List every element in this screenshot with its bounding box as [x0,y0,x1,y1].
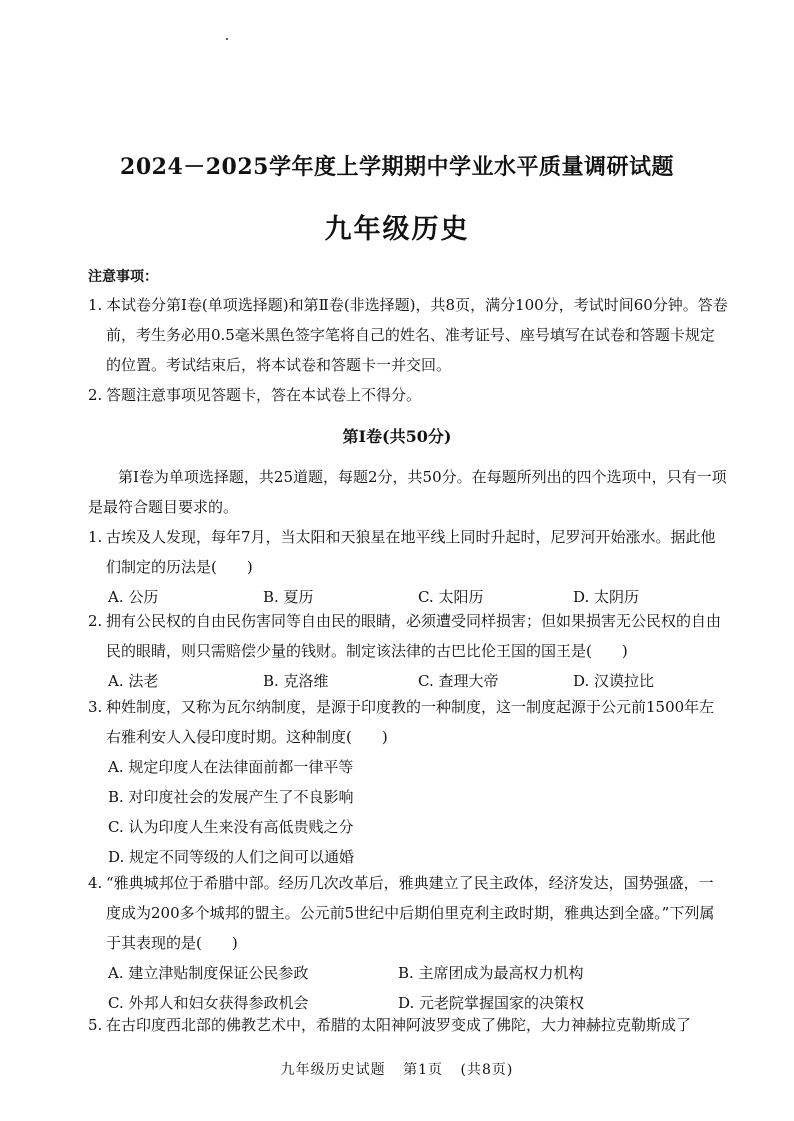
exam-title: 2024－2025学年度上学期期中学业水平质量调研试题 [120,154,674,180]
question-4 [88,868,728,1018]
notice-list [88,290,728,410]
option-d[interactable]: D. 太阴历 [573,588,640,606]
question-stem [88,692,728,752]
footer-page: 第1页 [403,1062,444,1078]
option-a[interactable]: A. 规定印度人在法律面前都一律平等 [108,758,354,776]
question-stem [88,868,728,958]
question-1 [88,522,728,612]
notice-item [88,380,728,410]
question-5 [88,1010,728,1040]
notice-heading: 注意事项： [88,269,158,285]
scan-speck [226,38,228,40]
notice-item [88,290,728,380]
subject-title: 九年级历史 [324,214,470,245]
question-text: 古埃及人发现，每年7月，当太阳和天狼星在地平线上同时升起时，尼罗河开始涨水。据此他们制定的历法是( ) [106,528,716,576]
question-3 [88,692,728,872]
option-b[interactable]: B. 主席团成为最高权力机构 [398,964,584,982]
footer-subject: 九年级历史试题 [280,1062,386,1078]
option-b[interactable]: B. 克洛维 [263,672,329,690]
option-d[interactable]: D. 元老院掌握国家的决策权 [398,994,585,1012]
option-c[interactable]: C. 认为印度人生来没有高低贵贱之分 [108,818,354,836]
question-number: 1. [88,528,103,546]
notice-text: 答题注意事项见答题卡，答在本试卷上不得分。 [106,386,422,404]
option-d[interactable]: D. 汉谟拉比 [573,672,655,690]
question-stem [88,606,728,666]
option-c[interactable]: C. 太阳历 [418,588,484,606]
option-c[interactable]: C. 查理大帝 [418,672,499,690]
question-text: 在古印度西北部的佛教艺术中，希腊的太阳神阿波罗变成了佛陀，大力神赫拉克勒斯成了 [106,1016,692,1034]
options-row [88,958,728,988]
question-number: 2. [88,612,103,630]
question-2 [88,606,728,696]
question-text: 拥有公民权的自由民伤害同等自由民的眼睛，必须遭受同样损害；但如果损害无公民权的自由民的眼睛，则只需赔偿少量的钱财。制定该法律的古巴比伦王国的国王是( ) [106,612,722,660]
option-d[interactable]: D. 规定不同等级的人们之间可以通婚 [108,848,355,866]
option-b[interactable]: B. 夏历 [263,588,314,606]
page-footer [0,1059,794,1079]
notice-number: 2. [88,386,103,404]
question-number: 3. [88,698,103,716]
notice-number: 1. [88,296,103,314]
option-c[interactable]: C. 外邦人和妇女获得参政机会 [108,994,309,1012]
option-a[interactable]: A. 法老 [108,672,159,690]
question-number: 4. [88,874,103,892]
question-number: 5. [88,1016,103,1034]
question-stem [88,522,728,582]
section-intro: 第Ⅰ卷为单项选择题，共25道题，每题2分，共50分。在每题所列出的四个选项中，只有一项是最符合题目要求的。 [88,468,727,516]
section-title: 第Ⅰ卷(共50分) [342,427,452,446]
option-b[interactable]: B. 对印度社会的发展产生了不良影响 [108,788,354,806]
question-text: 种姓制度，又称为瓦尔纳制度，是源于印度教的一种制度，这一制度起源于公元前1500年左右雅利安人入侵印度时期。这种制度( ) [106,698,715,746]
option-a[interactable]: A. 公历 [108,588,159,606]
question-stem [88,1010,728,1040]
question-text: “雅典城邦位于希腊中部。经历几次改革后，雅典建立了民主政体，经济发达，国势强盛，一度成为200多个城邦的盟主。公元前5世纪中后期伯里克利主政时期，雅典达到全盛。”下列属于其表现的是( ) [106,874,715,952]
footer-total: (共8页) [460,1062,514,1078]
option-a[interactable]: A. 建立津贴制度保证公民参政 [108,964,309,982]
notice-text: 本试卷分第Ⅰ卷(单项选择题)和第Ⅱ卷(非选择题)，共8页，满分100分，考试时间60分钟。答卷前，考生务必用0.5毫米黑色签字笔将自己的姓名、准考证号、座号填写在试卷和答题卡规定的位置。考试结束后，将本试卷和答题卡一并交回。 [106,296,728,374]
